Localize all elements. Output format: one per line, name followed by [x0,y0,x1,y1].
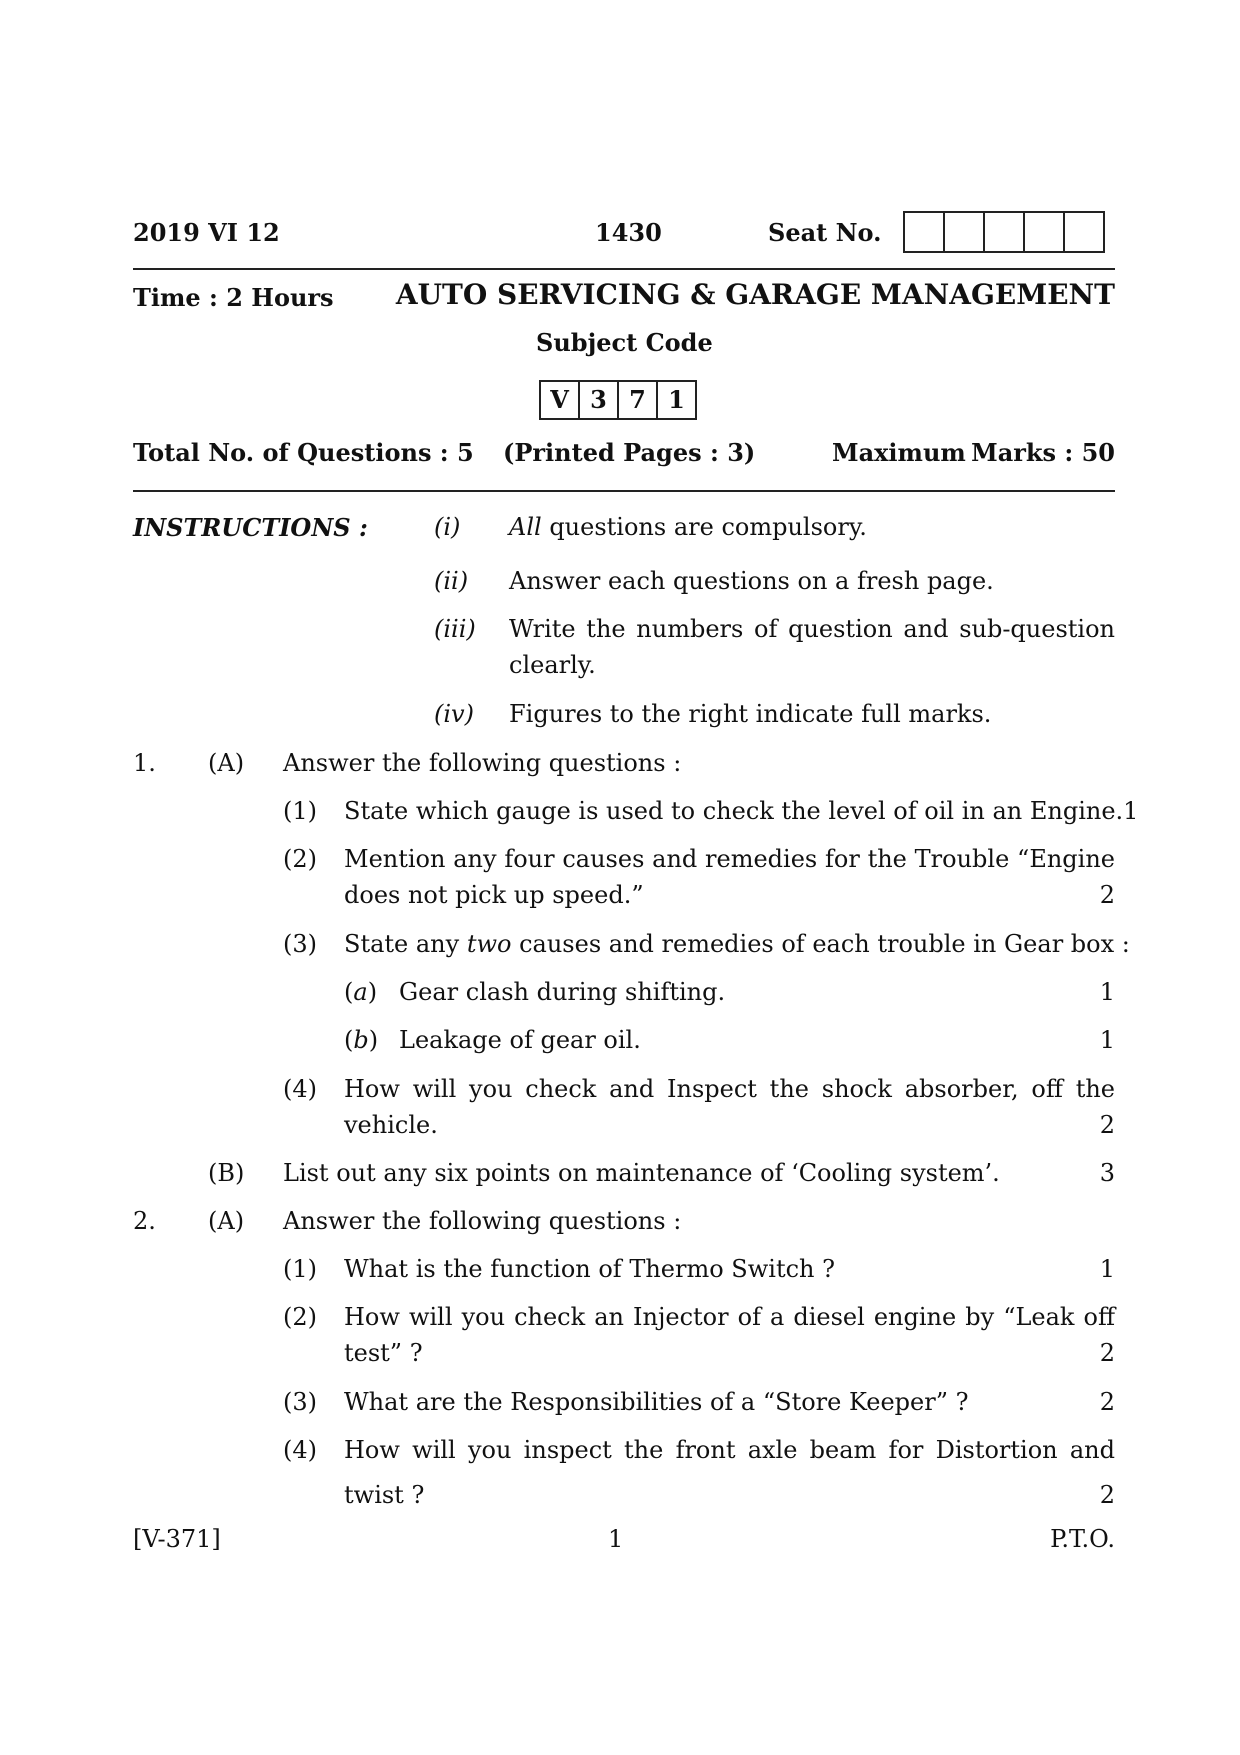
subject-title: AUTO SERVICING & GARAGE MANAGEMENT [395,278,1115,311]
section-label: (B) [208,1159,245,1187]
item-number: (3) [283,930,317,958]
seat-box[interactable] [943,211,985,253]
item-text-cont: test” ? [344,1339,423,1367]
marks: 2 [1099,1111,1115,1139]
instructions-label: INSTRUCTIONS : [133,513,368,542]
item-number: (4) [283,1436,317,1464]
instruction-text: Answer each questions on a fresh page. [509,567,994,595]
header-rule [133,268,1115,270]
pto-label: P.T.O. [1050,1525,1115,1553]
subitem-letter: a [353,978,368,1006]
subitem-number: (a) [344,978,378,1006]
total-questions: Total No. of Questions : 5 [133,438,474,467]
subject-code-label: Subject Code [536,328,713,357]
subject-code-boxes [541,380,697,420]
item-number: (2) [283,1303,317,1331]
subject-code-cell: 7 [617,380,658,420]
item-text-cont: does not pick up speed.” [344,881,644,909]
footer-code: [V-371] [133,1525,221,1553]
instruction-text [509,513,867,541]
question-number: 2. [133,1207,156,1235]
instruction-text: Write the numbers of question and sub-question [509,615,1115,643]
paper-number: 1430 [595,218,662,247]
subject-code-cell: 1 [656,380,697,420]
instruction-rest: questions are compulsory. [541,513,867,541]
time-label: Time : 2 Hours [133,283,334,312]
item-text [344,930,1130,958]
marks: 1 [1099,1026,1115,1054]
subitem-letter: b [353,1026,369,1054]
question-number: 1. [133,749,156,777]
section-label: (A) [208,1207,245,1235]
instruction-text-cont: clearly. [509,651,596,679]
marks: 2 [1099,1339,1115,1367]
item-text: State which gauge is used to check the level of oil in an Engine.1 [344,797,1139,825]
max-marks-label: Maximum [832,438,966,467]
item-text: How will you inspect the front axle beam for Distortion and [344,1436,1115,1464]
item-text-pre: State any [344,930,467,958]
marks: 2 [1099,881,1115,909]
seat-number-boxes[interactable] [905,211,1105,253]
item-text: Mention any four causes and remedies for the Trouble “Engine [344,845,1115,873]
item-number: (3) [283,1388,317,1416]
section-label: (A) [208,749,245,777]
seat-box[interactable] [1063,211,1105,253]
item-text: How will you check and Inspect the shock absorber, off the [344,1075,1115,1103]
item-number: (4) [283,1075,317,1103]
instruction-number: (iii) [434,615,476,643]
item-text-cont: vehicle. [344,1111,438,1139]
marks: 1 [1099,1255,1115,1283]
exam-code: 2019 VI 12 [133,218,280,247]
item-text-post: causes and remedies of each trouble in Gear box : [511,930,1130,958]
marks: 2 [1099,1481,1115,1509]
seat-box[interactable] [903,211,945,253]
subitem-number: (b) [344,1026,379,1054]
section-text: List out any six points on maintenance of ‘Cooling system’. [283,1159,1000,1187]
instruction-number: (i) [434,513,461,541]
item-text-cont: twist ? [344,1481,425,1509]
max-marks-value: Marks : 50 [971,438,1115,467]
subject-code-cell: V [539,380,580,420]
marks: 2 [1099,1388,1115,1416]
seat-box[interactable] [983,211,1025,253]
subitem-text: Leakage of gear oil. [399,1026,641,1054]
item-text-emphasis: two [466,930,512,958]
item-number: (2) [283,845,317,873]
item-number: (1) [283,1255,317,1283]
marks: 3 [1099,1159,1115,1187]
subitem-text: Gear clash during shifting. [399,978,726,1006]
item-number: (1) [283,797,317,825]
instruction-text: Figures to the right indicate full marks. [509,700,992,728]
page-number: 1 [608,1525,624,1553]
instruction-number: (iv) [434,700,474,728]
subject-code-cell: 3 [578,380,619,420]
printed-pages: (Printed Pages : 3) [503,438,756,467]
seat-label: Seat No. [768,218,882,247]
section-text: Answer the following questions : [283,1207,682,1235]
instruction-number: (ii) [434,567,469,595]
item-text: How will you check an Injector of a diesel engine by “Leak off [344,1303,1115,1331]
info-rule [133,490,1115,492]
item-text: What is the function of Thermo Switch ? [344,1255,835,1283]
instruction-emphasis: All [509,513,542,541]
seat-box[interactable] [1023,211,1065,253]
item-text: What are the Responsibilities of a “Store Keeper” ? [344,1388,969,1416]
section-text: Answer the following questions : [283,749,682,777]
marks: 1 [1099,978,1115,1006]
